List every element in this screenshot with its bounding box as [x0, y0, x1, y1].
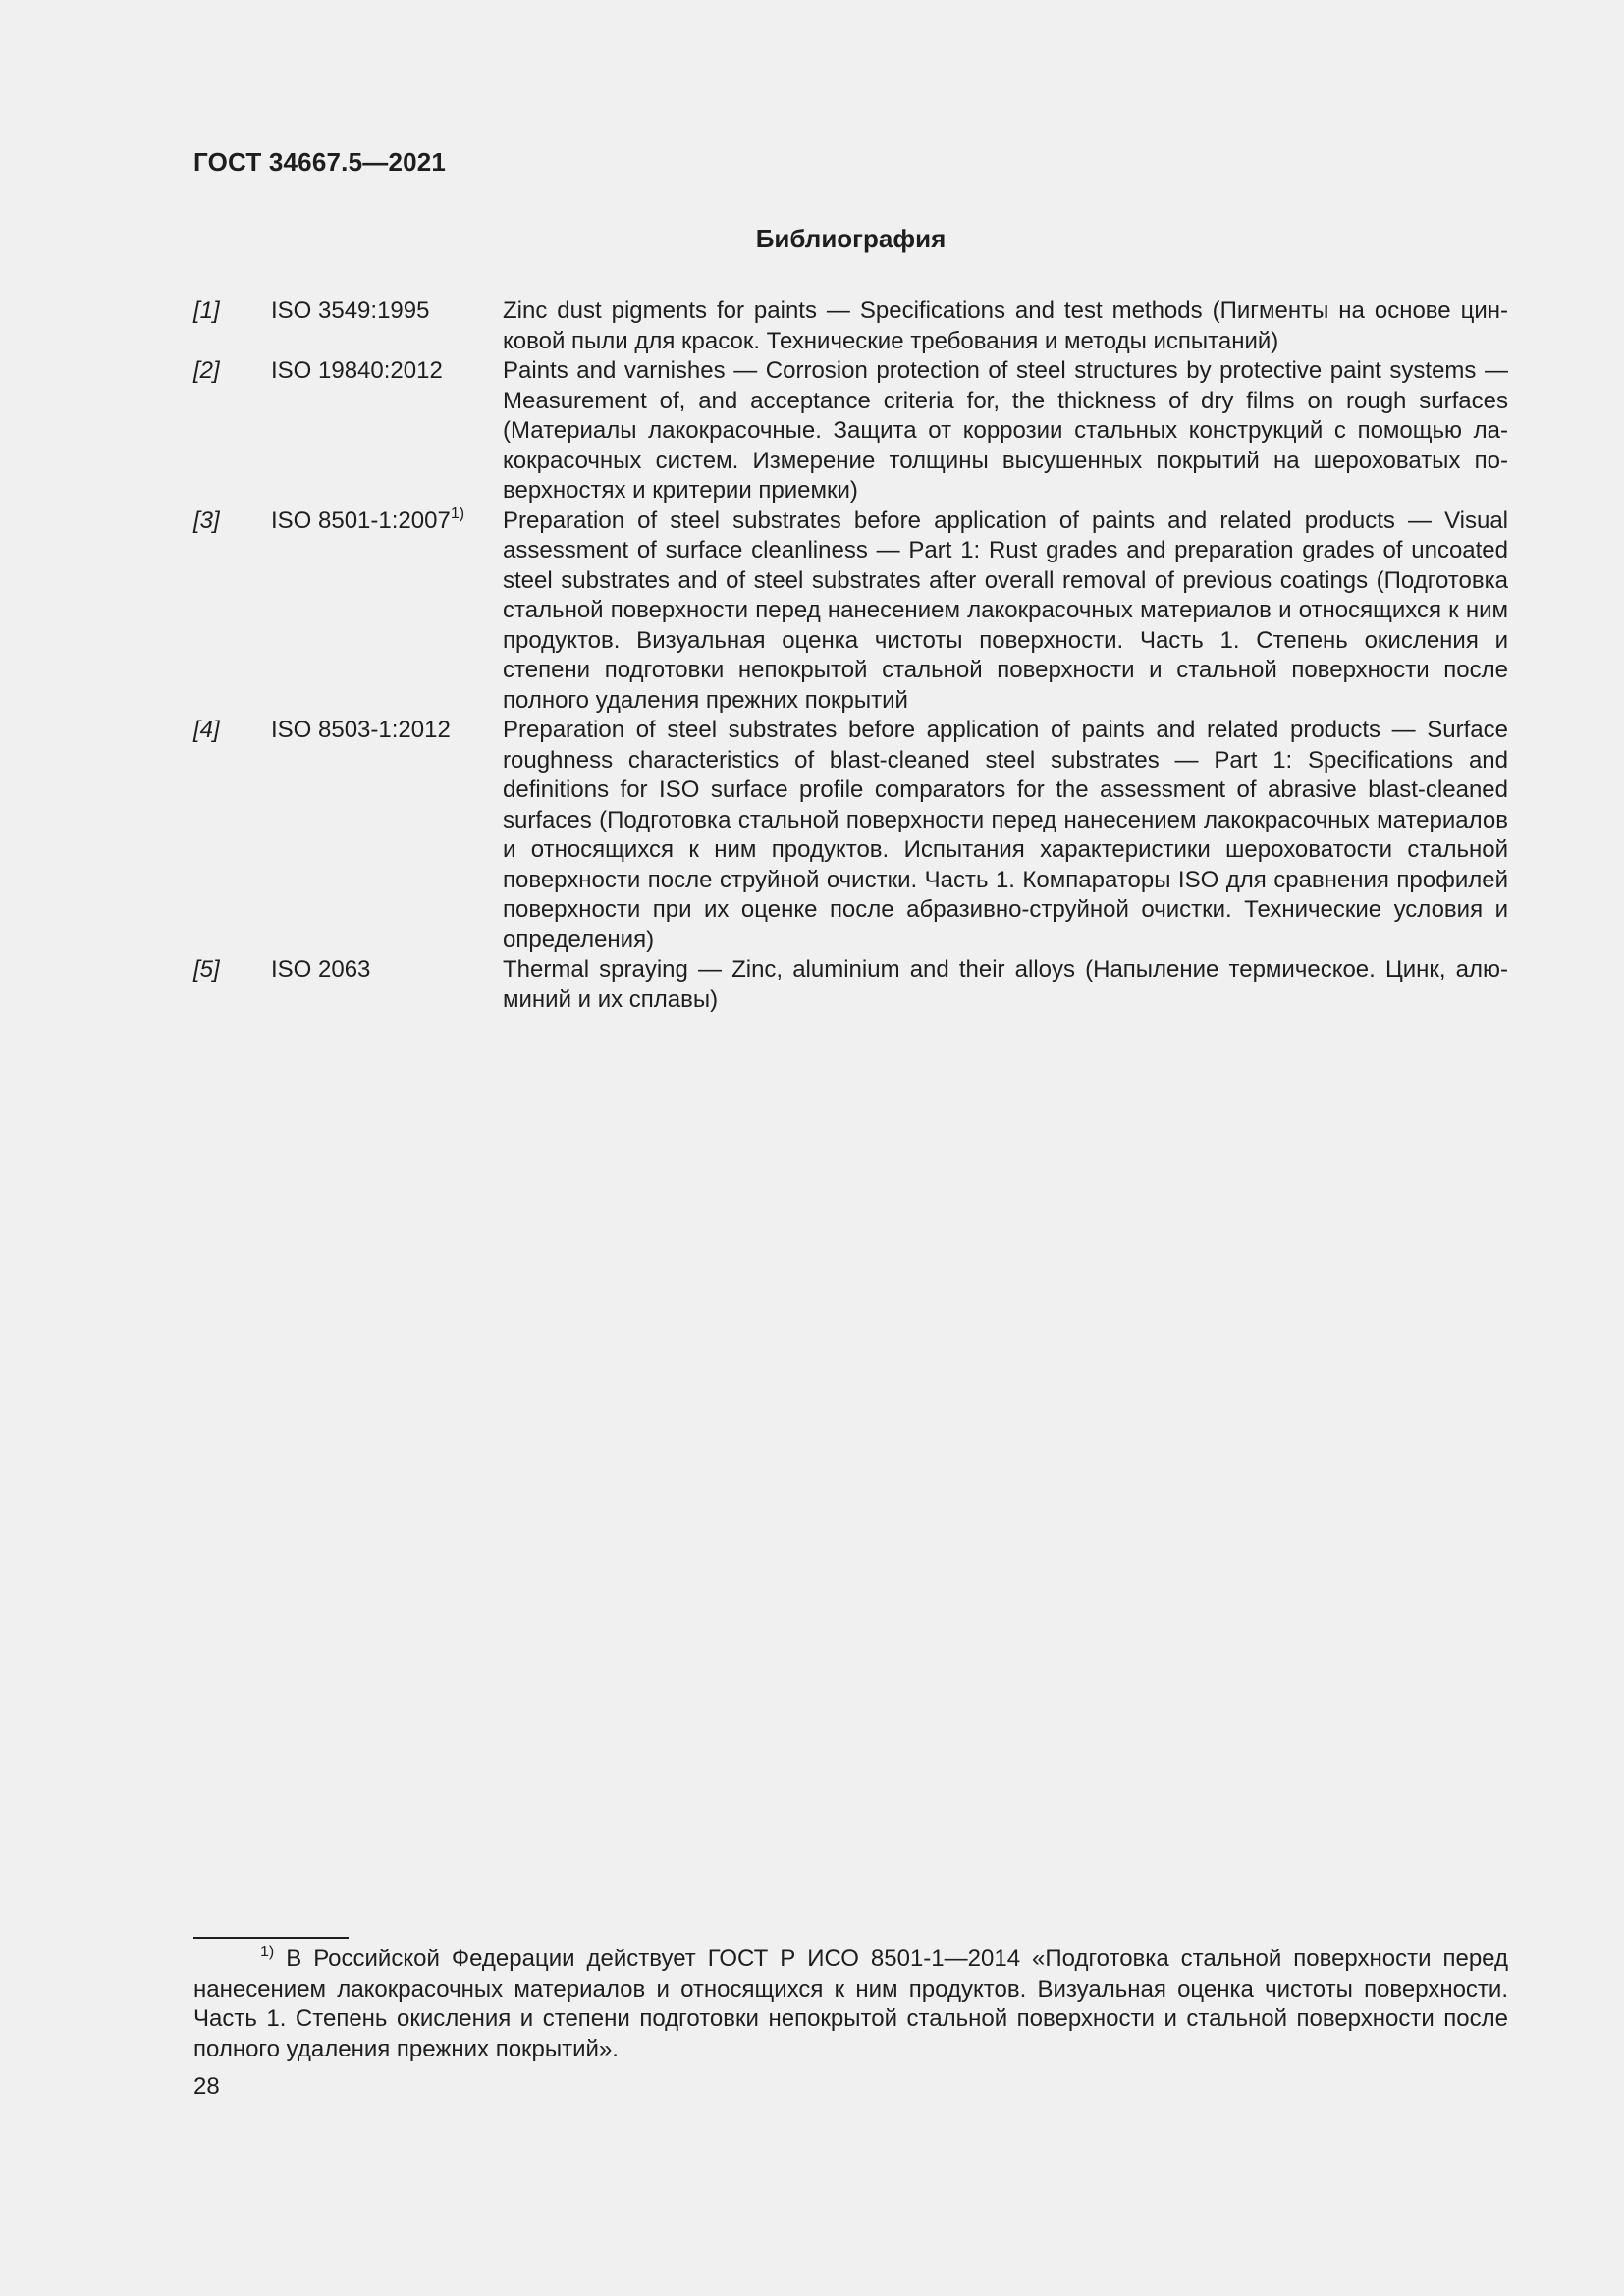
- page-number: 28: [193, 2073, 220, 2100]
- standard-code-text: ISO 8501-1:2007: [271, 507, 451, 534]
- bibliography-title: Библиография: [755, 224, 947, 253]
- entry-standard-code: [271, 507, 464, 537]
- entry-description: Preparation of steel substrates before application of paints and related products — Visual assessment of surface cleanliness — Part 1: Rust grades and preparation grades of uncoated steel substrates and of steel substrates after overall removal of previous coatings (Подготовка стальной поверхности перед нанесением лакокрасочных материалов и относящихся к ним продуктов. Визуальная оценка чистоты поверхности. Часть 1. Степень окисления и степени подготовки непокрытой стальной поверхности и стальной поверхности после полного удаления прежних покрытий: [503, 507, 1508, 714]
- footnote-marker: 1): [260, 1944, 275, 1960]
- entry-number: [2]: [193, 357, 220, 384]
- entry-number: [3]: [193, 507, 220, 534]
- standard-code-text: ISO 3549:1995: [271, 297, 430, 324]
- footnote: [193, 1945, 1508, 2064]
- standard-code-text: ISO 2063: [271, 956, 371, 983]
- bibliography-entry-3: [193, 507, 1508, 717]
- footnote-divider: [193, 1937, 349, 1939]
- document-code-header: ГОСТ 34667.5—2021: [193, 147, 447, 177]
- entry-description: Thermal spraying — Zinc, aluminium and their alloys (Напыление термическое. Цинк, алюминий и их сплавы): [503, 956, 1508, 1013]
- entry-standard-code: [271, 296, 429, 327]
- entry-description: Paints and varnishes — Corrosion protection of steel structures by protective paint systems — Measurement of, and acceptance criteria for, the thickness of dry films on rough surfaces (Материалы лакокрасочные. Защита от коррозии стальных конструкций с помощью лакокрасочных систем. Измерение толщины высушенных покрытий на шероховатых поверхностях и критерии приемки): [503, 357, 1508, 504]
- entry-description: Zinc dust pigments for paints — Specifications and test methods (Пигменты на основе цинковой пыли для красок. Технические требования и методы испытаний): [503, 297, 1508, 354]
- entry-number: [4]: [193, 717, 220, 743]
- bibliography-entry-5: [193, 955, 1508, 1015]
- entry-number: [1]: [193, 297, 220, 324]
- entry-standard-code: [271, 955, 370, 986]
- standard-code-text: ISO 19840:2012: [271, 357, 443, 384]
- footnote-text: В Российской Федерации действует ГОСТ Р ИСО 8501-1—2014 «Подготовка стальной поверхности перед нанесением лакокрасочных материалов и относящихся к ним продуктов. Визуальная оценка чистоты поверхности. Часть 1. Степень окисления и степени подготовки непокрытой стальной поверхности и стальной поверхности после полного удаления прежних покрытий».: [193, 1946, 1508, 2062]
- entry-description: Preparation of steel substrates before application of paints and related products — Surface roughness characteristics of blast-cleaned steel substrates — Part 1: Specifications and definitions for ISO surface profile comparators for the assessment of abrasive blast-cleaned surfaces (Подготовка стальной поверхности перед нанесением лакокрасочных материалов и относящихся к ним продуктов. Испытания характеристики шероховатости стальной поверхности после струйной очистки. Часть 1. Компараторы ISO для сравнения профилей поверхности при их оценке после абразивно-струйной очистки. Технические условия и определения): [503, 717, 1508, 953]
- bibliography-entry-1: [193, 296, 1508, 356]
- entry-standard-code: [271, 356, 443, 387]
- entry-standard-code: [271, 716, 451, 746]
- standard-code-text: ISO 8503-1:2012: [271, 717, 451, 743]
- bibliography-entry-4: [193, 716, 1508, 955]
- footnote-reference[interactable]: 1): [450, 505, 465, 522]
- bibliography-entry-2: [193, 356, 1508, 507]
- entry-number: [5]: [193, 956, 220, 983]
- bibliography-list: [193, 296, 1508, 1015]
